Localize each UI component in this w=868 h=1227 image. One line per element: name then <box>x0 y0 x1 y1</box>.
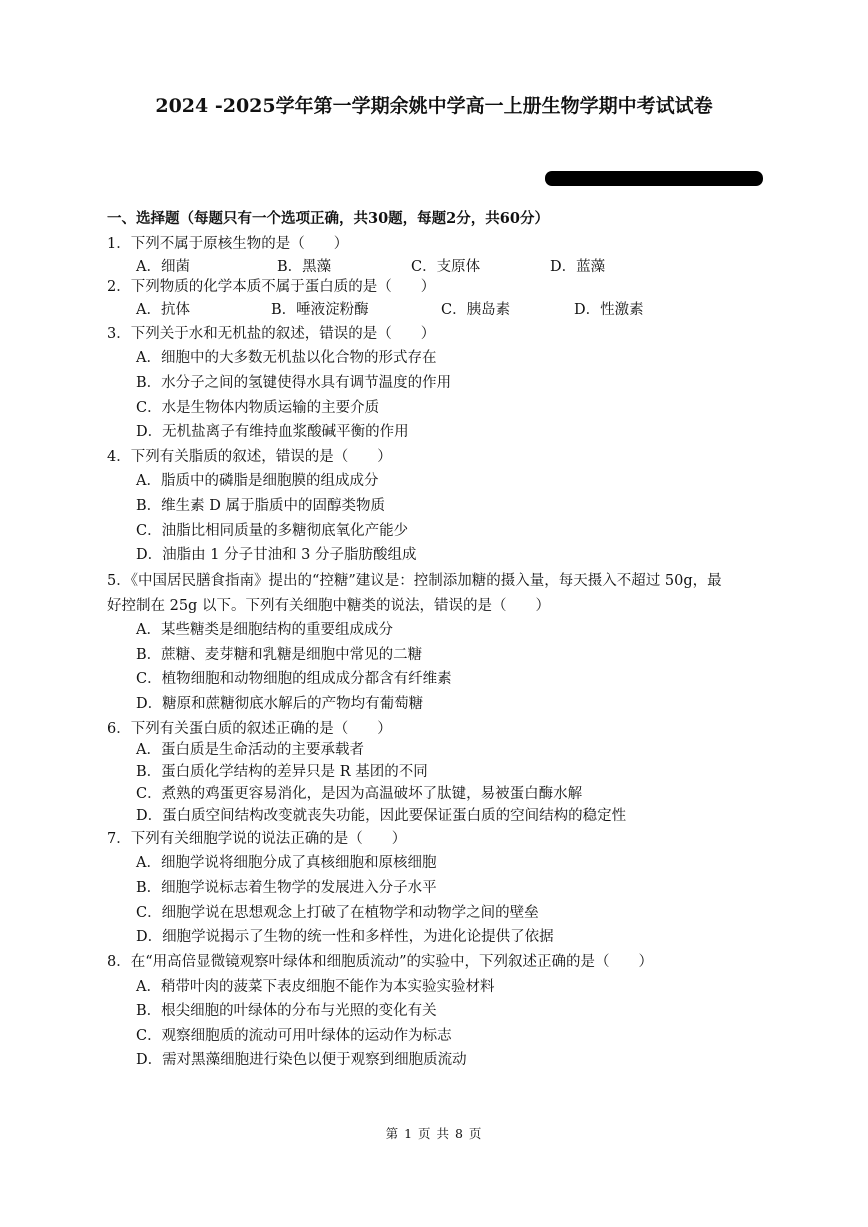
redaction-bar <box>545 171 763 186</box>
question-4-option-c: C．油脂比相同质量的多糖彻底氧化产能少 <box>136 523 409 539</box>
page-title: 2024 -2025学年第一学期余姚中学高一上册生物学期中考试试卷 <box>155 95 713 117</box>
question-2-stem: 2．下列物质的化学本质不属于蛋白质的是（ ） <box>107 279 436 295</box>
question-6-stem: 6．下列有关蛋白质的叙述正确的是（ ） <box>107 721 392 737</box>
question-5-stem-line-2: 好控制在 25g 以下。下列有关细胞中糖类的说法，错误的是（ ） <box>107 598 550 614</box>
question-7-option-a: A．细胞学说将细胞分成了真核细胞和原核细胞 <box>136 855 437 871</box>
question-6-option-c: C．煮熟的鸡蛋更容易消化，是因为高温破坏了肽键，易被蛋白酶水解 <box>136 786 583 802</box>
question-8-option-b: B．根尖细胞的叶绿体的分布与光照的变化有关 <box>136 1003 437 1019</box>
question-4-option-a: A．脂质中的磷脂是细胞膜的组成成分 <box>136 473 379 489</box>
question-1-option-c: C．支原体 <box>411 259 481 275</box>
question-1-option-a: A．细菌 <box>136 259 190 275</box>
question-8-option-a: A．稍带叶肉的菠菜下表皮细胞不能作为本实验实验材料 <box>136 979 495 995</box>
question-6-option-b: B．蛋白质化学结构的差异只是 R 基团的不同 <box>136 764 428 780</box>
question-1-option-b: B．黑藻 <box>277 259 332 275</box>
question-8-option-c: C．观察细胞质的流动可用叶绿体的运动作为标志 <box>136 1028 452 1044</box>
question-2-option-a: A．抗体 <box>136 302 190 318</box>
question-3-option-a: A．细胞中的大多数无机盐以化合物的形式存在 <box>136 350 437 366</box>
question-3-option-d: D．无机盐离子有维持血浆酸碱平衡的作用 <box>136 424 409 440</box>
question-6-option-d: D．蛋白质空间结构改变就丧失功能，因此要保证蛋白质的空间结构的稳定性 <box>136 808 627 824</box>
question-4-stem: 4．下列有关脂质的叙述，错误的是（ ） <box>107 449 392 465</box>
question-2-option-d: D．性激素 <box>574 302 644 318</box>
question-5-stem-line-1: 5．《中国居民膳食指南》提出的“控糖”建议是：控制添加糖的摄入量，每天摄入不超过 50g，最 <box>107 573 722 589</box>
question-1-stem: 1．下列不属于原核生物的是（ ） <box>107 236 349 252</box>
question-8-option-d: D．需对黑藻细胞进行染色以便于观察到细胞质流动 <box>136 1052 467 1068</box>
question-5-option-c: C．植物细胞和动物细胞的组成成分都含有纤维素 <box>136 671 452 687</box>
question-3-option-c: C．水是生物体内物质运输的主要介质 <box>136 400 380 416</box>
question-3-option-b: B．水分子之间的氢键使得水具有调节温度的作用 <box>136 375 452 391</box>
question-5-option-a: A．某些糖类是细胞结构的重要组成成分 <box>136 622 393 638</box>
section-heading: 一、选择题（每题只有一个选项正确，共30题，每题2分，共60分） <box>107 210 549 227</box>
page-footer: 第 1 页 共 8 页 <box>385 1126 483 1141</box>
question-8-stem: 8．在“用高倍显微镜观察叶绿体和细胞质流动”的实验中，下列叙述正确的是（ ） <box>107 954 654 970</box>
question-5-option-d: D．糖原和蔗糖彻底水解后的产物均有葡萄糖 <box>136 696 424 712</box>
question-4-option-b: B．维生素 D 属于脂质中的固醇类物质 <box>136 498 385 514</box>
question-7-stem: 7．下列有关细胞学说的说法正确的是（ ） <box>107 831 407 847</box>
question-7-option-c: C．细胞学说在思想观念上打破了在植物学和动物学之间的壁垒 <box>136 905 539 921</box>
question-7-option-b: B．细胞学说标志着生物学的发展进入分子水平 <box>136 880 437 896</box>
question-5-option-b: B．蔗糖、麦芽糖和乳糖是细胞中常见的二糖 <box>136 647 423 663</box>
question-3-stem: 3．下列关于水和无机盐的叙述，错误的是（ ） <box>107 326 436 342</box>
question-2-option-b: B．唾液淀粉酶 <box>271 302 369 318</box>
question-6-option-a: A．蛋白质是生命活动的主要承载者 <box>136 742 364 758</box>
question-4-option-d: D．油脂由 1 分子甘油和 3 分子脂肪酸组成 <box>136 547 417 563</box>
question-7-option-d: D．细胞学说揭示了生物的统一性和多样性，为进化论提供了依据 <box>136 929 554 945</box>
question-1-option-d: D．蓝藻 <box>550 259 606 275</box>
question-2-option-c: C．胰岛素 <box>441 302 511 318</box>
